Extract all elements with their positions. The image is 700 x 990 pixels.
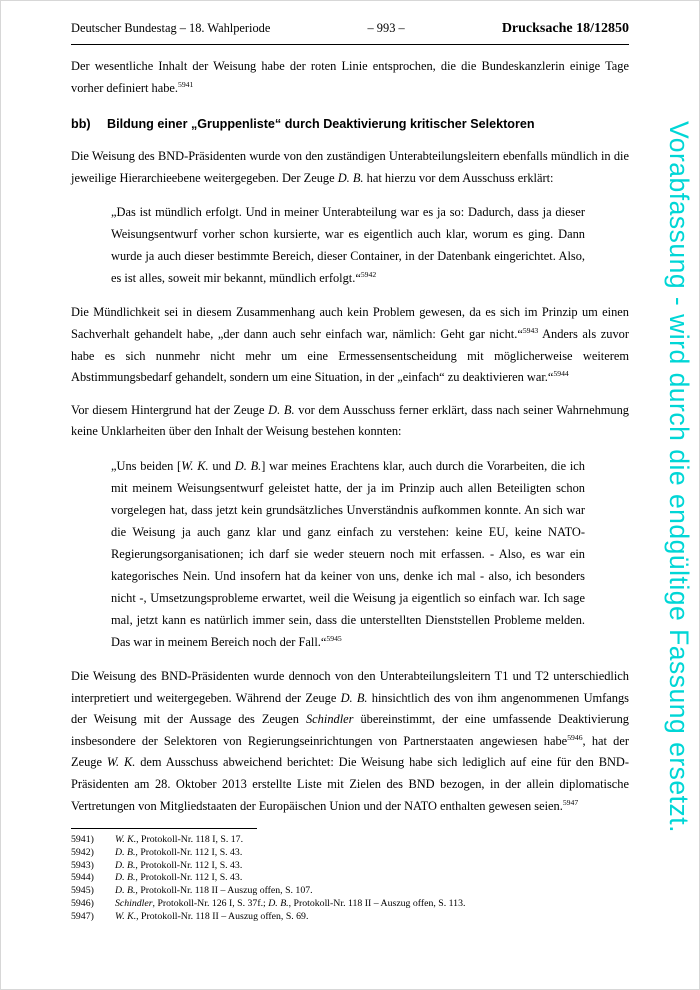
text-segment: D. B. [340, 690, 368, 705]
footnote-ref: 5942 [360, 270, 377, 280]
text-segment: D. B. [115, 872, 136, 884]
footnote-text [115, 885, 629, 898]
footnotes-list [71, 834, 629, 924]
text-segment: , Protokoll-Nr. 118 I, S. 17. [136, 834, 244, 845]
quote-paragraph [111, 201, 585, 289]
paragraph [71, 302, 629, 388]
footnote-text [115, 847, 629, 860]
page-header [71, 21, 629, 45]
header-left-title: Deutscher Bundestag – 18. Wahlperiode [71, 21, 271, 35]
text-segment: Schindler [115, 897, 153, 909]
text-segment: , Protokoll-Nr. 112 I, S. 43. [135, 859, 243, 871]
text-segment: D. B. [337, 170, 364, 185]
text-segment: Die Weisung des BND-Präsidenten wurde von den zuständigen Unterabteilungsleitern ebenfalls mündlich in die jeweilige Hierarchieebene weitergegeben. Der Zeuge [71, 149, 629, 185]
paragraph [71, 400, 629, 443]
footnote-number: 5942) [71, 846, 94, 858]
footnote-number: 5941) [71, 834, 94, 845]
footnote-number: 5945) [71, 885, 94, 897]
text-segment: , hat der Zeuge [71, 733, 629, 770]
page-number: – 993 – [367, 21, 405, 35]
footnote-ref: 5947 [562, 797, 579, 807]
text-segment: D. B. [115, 859, 136, 871]
text-segment: ] war meines Erachtens klar, auch durch die Vorarbeiten, die ich mit meinem Weisungsentwurf geleistet hatte, der ja im Prinzip auch allen Beteiligten schon vorgelegen hat, dass jetzt kein grundsätzliches Unverständnis aufkommen konnte. An sich war die Weisung ja auch ganz klar und ganz einfach zu verstehen: keine EU, keine NATO-Regierungsorganisationen; ich darf sie weder steuern noch mit erfassen. - Also, es war ein kategorisches Nein. Und insofern hat da keiner von uns, denke ich mal - also, ich besonders nicht -, Umsetzungsprobleme erwartet, weil die Weisung ja eigentlich so einfach war. Ich sage mal, jetzt kann es natürlich immer sein, dass die unterstellten Dienststellen Probleme melden. Das war in meinem Bereich noch der Fall.“ [111, 458, 585, 649]
text-segment: „Uns beiden [ [111, 458, 182, 473]
header-document-id: Drucksache 18/12850 [501, 21, 629, 36]
text-segment: , Protokoll-Nr. 112 I, S. 43. [135, 846, 243, 858]
footnote-ref: 5944 [553, 369, 569, 379]
paragraph [71, 146, 629, 189]
text-segment: hat hierzu vor dem Ausschuss erklärt: [363, 170, 554, 185]
footnote-number: 5947) [71, 910, 94, 922]
text-segment: D. B. [115, 885, 136, 897]
text-segment: „Das ist mündlich erfolgt. Und in meiner Unterabteilung war es ja so: Dadurch, dass ja dieser Weisungsentwurf vorher schon kursierte, war es eigentlich auch klar, worum es ging. Dann wurde ja auch dieser bestimmte Bereich, dieser Container, in der Datenbank eingerichtet. Also, es ist alles, soweit mir bekannt, mündlich erfolgt.“ [111, 205, 585, 286]
quote-paragraph [111, 455, 585, 653]
text-segment: Die Mündlichkeit sei in diesem Zusammenhang auch kein Problem gewesen, da es sich im Prinzip um einen Sachverhalt gehandelt habe, „der dann auch sehr einfach war, nämlich: Geht gar nicht.“ [71, 305, 629, 341]
paragraph [71, 56, 629, 99]
footnote-number: 5944) [71, 872, 94, 884]
footnote [71, 834, 629, 847]
text-segment: dem Ausschuss abweichend berichtet: Die Weisung habe sich lediglich auf eine für den BND-Präsidenten am 28. Oktober 2013 erstellte Liste mit Zielen des BND bezogen, in der allein diplomatische Vertretungen von Mitgliedstaaten der Europäischen Union und der NATO enthalten gewesen seien. [71, 755, 629, 813]
text-segment: , Protokoll-Nr. 112 I, S. 43. [135, 872, 243, 884]
text-segment: Schindler [305, 712, 354, 727]
text-segment: W. K. [106, 755, 136, 770]
footnote-ref: 5946 [567, 732, 583, 742]
watermark: Vorabfassung - wird durch die endgültige Fassung ersetzt. [664, 121, 694, 834]
footnote [71, 885, 629, 898]
footnote-number: 5943) [71, 859, 94, 871]
footnote-ref: 5943 [522, 325, 539, 335]
footnote-text [115, 860, 629, 873]
footnote-text [115, 911, 629, 924]
footnote-number: 5946) [71, 897, 94, 909]
text-segment: D. B. [115, 846, 136, 858]
footnote-text [115, 872, 629, 885]
text-segment: W. K. [115, 834, 137, 845]
text-segment: Anders als zuvor habe es sich nunmehr nicht mehr um eine Ermessensentscheidung mit möglicherweise weiterem Abstimmungsbedarf gehandelt, sondern um eine Situation, in der „einfach“ zu deaktivieren war.“ [71, 326, 629, 385]
text-segment: und [208, 458, 235, 473]
text-segment: vor dem Ausschuss ferner erklärt, dass nach seiner Wahrnehmung keine Unklarheiten über den Inhalt der Weisung bestehen konnten: [71, 402, 629, 439]
footnote [71, 911, 629, 924]
text-segment: übereinstimmt, der eine umfassende Deaktivierung insbesondere der Selektoren von Regierungseinrichtungen von Partnerstaaten angewiesen habe [71, 712, 629, 748]
text-segment: D. B. [234, 458, 262, 473]
footnote [71, 898, 629, 911]
text-segment: W. K. [115, 910, 137, 922]
text-segment: Die Weisung des BND-Präsidenten wurde dennoch von den Unterabteilungsleitern T1 und T2 unterschiedlich interpretiert und weitergegeben. Während der Zeuge [71, 668, 629, 705]
footnote-ref: 5945 [326, 633, 342, 643]
footnotes-section [71, 828, 629, 924]
footnote [71, 860, 629, 873]
text-segment: , Protokoll-Nr. 118 II – Auszug offen, S. 107. [135, 885, 313, 897]
text-segment: D. B. [268, 402, 295, 417]
text-segment: Bildung einer „Gruppenliste“ durch Deaktivierung kritischer Selektoren [107, 117, 535, 132]
text-segment: Der wesentliche Inhalt der Weisung habe der roten Linie entsprochen, die die Bundeskanzlerin einige Tage vorher definiert habe. [71, 59, 629, 95]
text-segment: , Protokoll-Nr. 126 I, S. 37f.; [152, 897, 269, 909]
text-segment: Vor diesem Hintergrund hat der Zeuge [71, 402, 269, 417]
heading-number: bb) [71, 117, 91, 132]
text-segment: hinsichtlich des von ihm angenommenen Umfangs der Weisung mit der Aussage des Zeugen [71, 690, 629, 727]
footnote-ref: 5941 [178, 79, 194, 89]
footnote [71, 847, 629, 860]
section-heading [71, 117, 629, 131]
text-segment: , Protokoll-Nr. 118 II – Auszug offen, S. 69. [136, 910, 309, 922]
footnote-separator [71, 828, 257, 829]
footnote [71, 872, 629, 885]
text-segment: , Protokoll-Nr. 118 II – Auszug offen, S. 113. [288, 897, 466, 909]
footnote-text [115, 834, 629, 847]
paragraph [71, 666, 629, 817]
text-segment: D. B. [268, 897, 289, 909]
document-body [71, 56, 629, 828]
footnote-text [115, 898, 629, 911]
text-segment: W. K. [181, 458, 209, 473]
